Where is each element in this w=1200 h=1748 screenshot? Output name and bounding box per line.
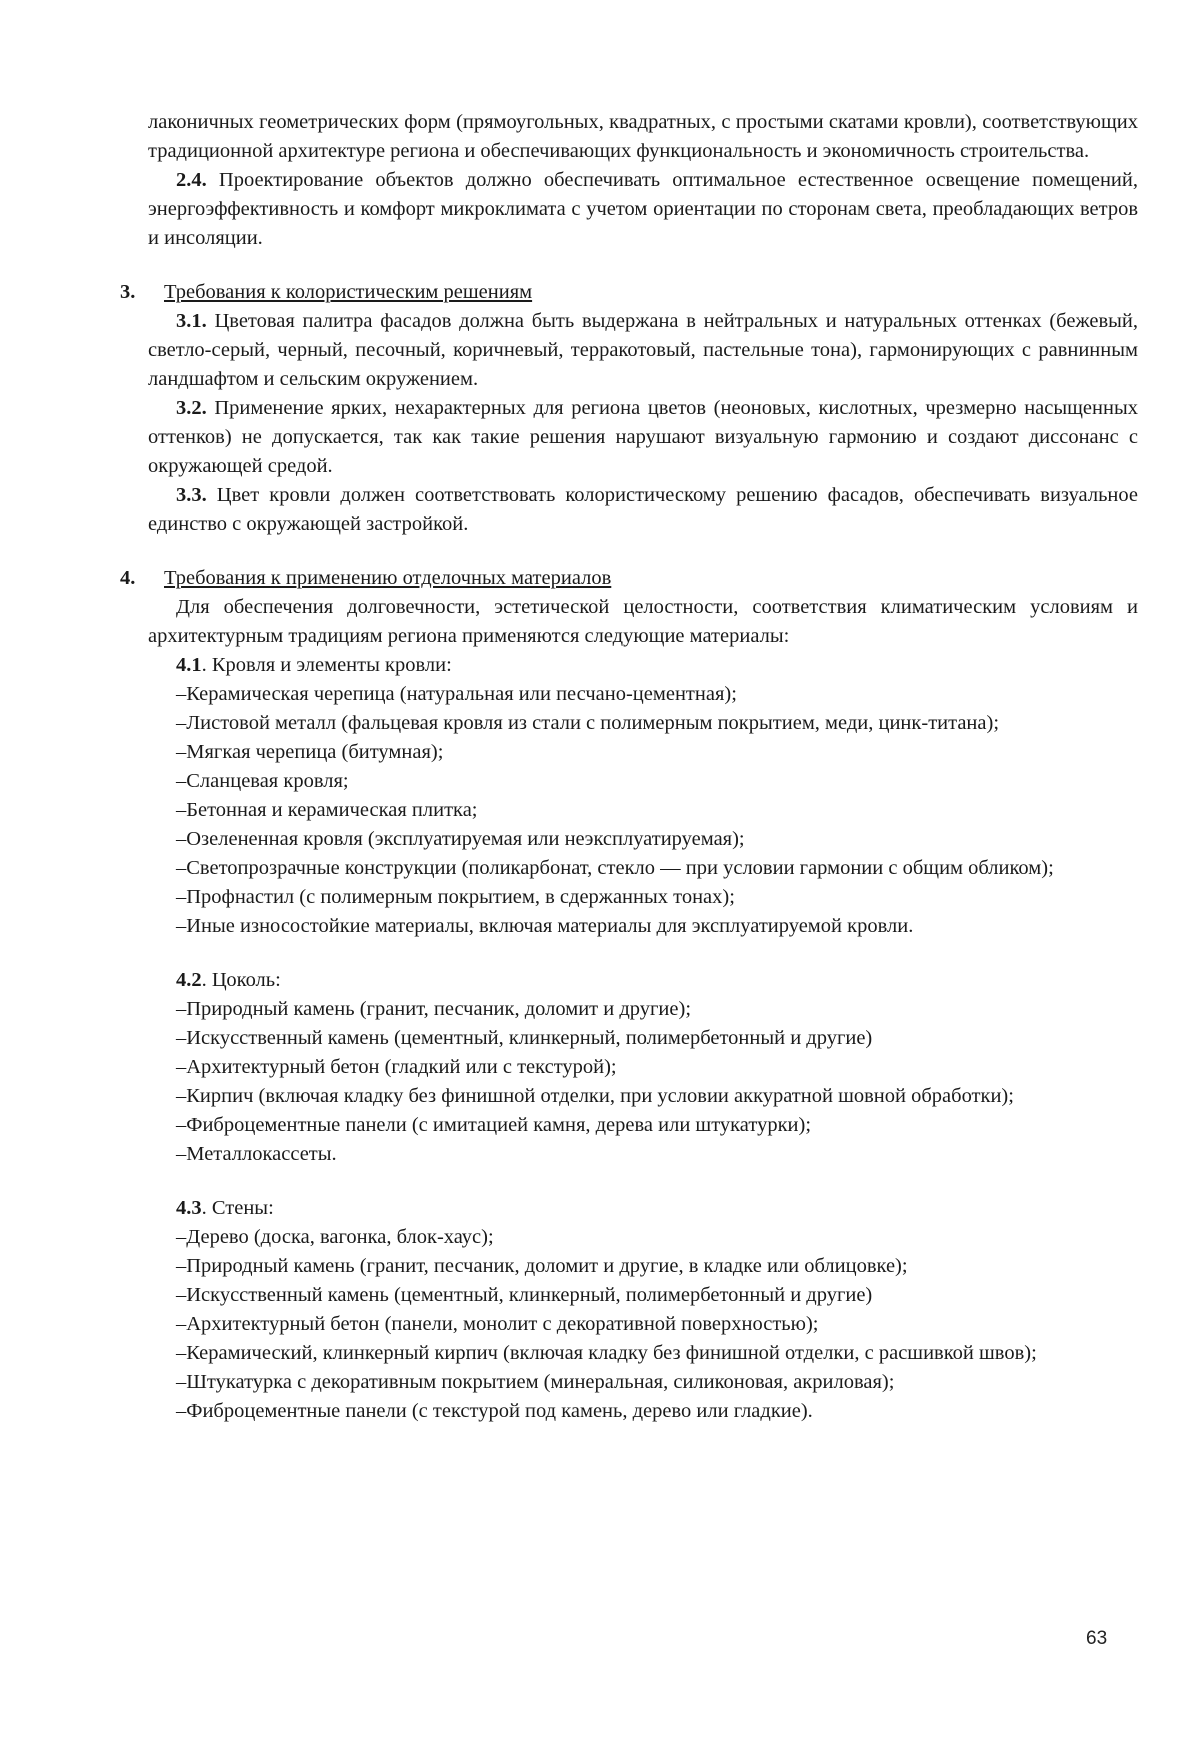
list-item: –Бетонная и керамическая плитка; <box>176 799 478 821</box>
section-number: 4. <box>120 567 136 589</box>
paragraph-text: Цветовая палитра фасадов должна быть выдержана в нейтральных и натуральных оттенках (бежевый, светло-серый, черный, песочный, коричневый, терракотовый, пастельные тона), гармонирующих с равнинным ландшафтом и сельским окружением. <box>148 310 1138 390</box>
subsection-4-3-heading <box>148 1194 1138 1223</box>
section-title: Требования к применению отделочных материалов <box>164 567 612 589</box>
subsection-4-1-heading <box>148 651 1138 680</box>
subsection-label: . Кровля и элементы кровли: <box>201 654 452 676</box>
list-item: –Искусственный камень (цементный, клинкерный, полимербетонный и другие) <box>176 1027 873 1049</box>
subsection-number: 4.2 <box>176 969 202 991</box>
spacer <box>148 941 1138 966</box>
paragraph-number: 3.3. <box>176 484 207 506</box>
list-item: –Фиброцементные панели (с текстурой под камень, дерево или гладкие). <box>176 1400 813 1422</box>
section-4-intro: Для обеспечения долговечности, эстетической целостности, соответствия климатическим условиям и архитектурным традициям региона применяются следующие материалы: <box>148 596 1138 647</box>
section-4-heading <box>120 564 1138 593</box>
list-item: –Светопрозрачные конструкции (поликарбонат, стекло — при условии гармонии с общим обликом); <box>176 857 1054 879</box>
subsection-4-2-heading <box>148 966 1138 995</box>
list-item: –Искусственный камень (цементный, клинкерный, полимербетонный и другие) <box>176 1284 873 1306</box>
list-item: –Архитектурный бетон (гладкий или с текстурой); <box>176 1056 617 1078</box>
page-number: 63 <box>1086 1628 1108 1649</box>
list-item: –Архитектурный бетон (панели, монолит с декоративной поверхностью); <box>176 1313 819 1335</box>
spacer <box>148 253 1138 278</box>
subsection-number: 4.3 <box>176 1197 202 1219</box>
list-item: –Профнастил (с полимерным покрытием, в сдержанных тонах); <box>176 886 735 908</box>
list-item: –Природный камень (гранит, песчаник, доломит и другие, в кладке или облицовке); <box>176 1255 908 1277</box>
paragraph-number: 2.4. <box>176 169 207 191</box>
paragraph-2-4 <box>148 166 1138 253</box>
spacer <box>148 539 1138 564</box>
list-item: –Металлокассеты. <box>176 1143 337 1165</box>
list-item: –Озелененная кровля (эксплуатируемая или неэксплуатируемая); <box>176 828 745 850</box>
section-title: Требования к колористическим решениям <box>164 281 533 303</box>
list-item: –Сланцевая кровля; <box>176 770 349 792</box>
list-item: –Мягкая черепица (битумная); <box>176 741 444 763</box>
list-item: –Природный камень (гранит, песчаник, доломит и другие); <box>176 998 692 1020</box>
list-item: –Керамический, клинкерный кирпич (включая кладку без финишной отделки, с расшивкой швов); <box>176 1342 1037 1364</box>
list-item: –Листовой металл (фальцевая кровля из стали с полимерным покрытием, меди, цинк-титана); <box>176 712 1000 734</box>
intro-continuation-paragraph: лаконичных геометрических форм (прямоугольных, квадратных, с простыми скатами кровли), соответствующих традиционной архитектуре региона и обеспечивающих функциональность и экономичность строительства. <box>148 111 1138 162</box>
document-page <box>120 108 1138 1426</box>
paragraph-3-2 <box>148 394 1138 481</box>
paragraph-3-3 <box>148 481 1138 539</box>
paragraph-number: 3.1. <box>176 310 207 332</box>
subsection-label: . Цоколь: <box>201 969 281 991</box>
subsection-label: . Стены: <box>201 1197 274 1219</box>
list-item: –Иные износостойкие материалы, включая материалы для эксплуатируемой кровли. <box>176 915 914 937</box>
paragraph-number: 3.2. <box>176 397 207 419</box>
section-number: 3. <box>120 281 136 303</box>
list-item: –Фиброцементные панели (с имитацией камня, дерева или штукатурки); <box>176 1114 812 1136</box>
section-3-heading <box>120 278 1138 307</box>
subsection-number: 4.1 <box>176 654 202 676</box>
paragraph-text: Применение ярких, нехарактерных для региона цветов (неоновых, кислотных, чрезмерно насыщенных оттенков) не допускается, так как такие решения нарушают визуальную гармонию и создают диссонанс с окружающей средой. <box>148 397 1138 477</box>
spacer <box>148 1169 1138 1194</box>
paragraph-text: Проектирование объектов должно обеспечивать оптимальное естественное освещение помещений, энергоэффективность и комфорт микроклимата с учетом ориентации по сторонам света, преобладающих ветров и инсоляции. <box>148 169 1138 249</box>
list-item: –Керамическая черепица (натуральная или песчано-цементная); <box>176 683 737 705</box>
list-item: –Дерево (доска, вагонка, блок-хаус); <box>176 1226 494 1248</box>
list-item: –Штукатурка с декоративным покрытием (минеральная, силиконовая, акриловая); <box>176 1371 895 1393</box>
paragraph-text: Цвет кровли должен соответствовать колористическому решению фасадов, обеспечивать визуальное единство с окружающей застройкой. <box>148 484 1138 535</box>
paragraph-3-1 <box>148 307 1138 394</box>
list-item: –Кирпич (включая кладку без финишной отделки, при условии аккуратной шовной обработки); <box>176 1085 1014 1107</box>
